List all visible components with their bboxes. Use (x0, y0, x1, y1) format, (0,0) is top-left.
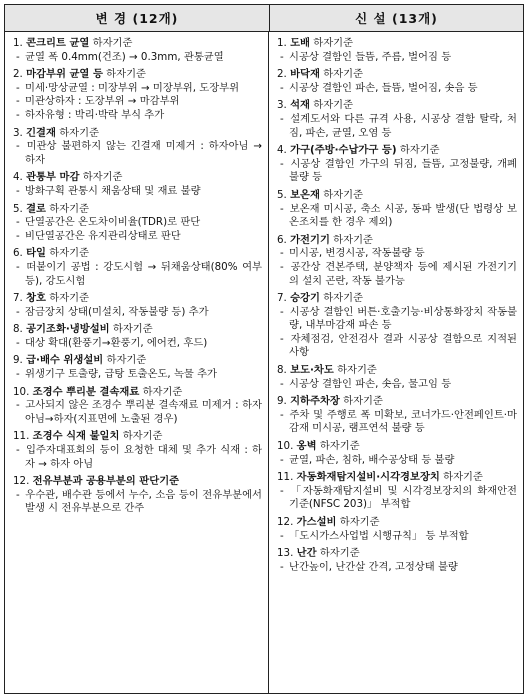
item-title (277, 68, 517, 82)
changed-item (13, 37, 262, 64)
item-title (13, 203, 262, 217)
item-detail (277, 113, 517, 140)
new-item (277, 37, 517, 64)
item-detail (13, 489, 262, 516)
dash-bullet: - (16, 216, 23, 229)
item-number: 10. (277, 440, 294, 453)
dash-bullet: - (280, 202, 288, 215)
item-subject: 승강기 (290, 292, 320, 305)
dash-bullet: - (16, 305, 23, 318)
item-detail (277, 261, 517, 288)
detail-text: 비단열공간은 유지관리상태로 판단 (25, 229, 181, 242)
detail-text: 시공상 결함인 버튼·호출기능·비상통화장치 작동불량, 내부마감재 파손 등 (289, 305, 517, 332)
item-subject: 난간 (296, 547, 317, 560)
item-number: 12. (277, 516, 294, 528)
dash-bullet: - (280, 81, 287, 94)
item-suffix: 하자기준 (103, 354, 147, 367)
item-title (13, 323, 262, 337)
item-detail (13, 51, 262, 65)
detail-text: 공간상 견본주택, 분양책자 등에 제시된 가전기기의 설치 곤란, 작동 불가능 (289, 260, 517, 287)
item-number: 5. (13, 202, 23, 215)
detail-text: 미시공, 변경시공, 작동불량 등 (289, 247, 425, 260)
item-subject: 보도·차도 (290, 364, 334, 377)
item-subject: 가구(주방·수납가구 등) (290, 144, 397, 157)
dash-bullet: - (16, 108, 23, 121)
item-detail (13, 95, 262, 109)
item-number: 7. (277, 292, 287, 305)
detail-text: 시공상 결함인 파손, 들뜸, 벌어짐, 솟음 등 (289, 81, 478, 94)
item-subject: 가스설비 (296, 516, 337, 528)
item-detail (277, 454, 517, 468)
item-title (277, 516, 517, 530)
item-subject: 도배 (290, 37, 311, 49)
detail-text: 하자유형 : 박리·박락 부식 추가 (25, 108, 165, 121)
changed-item (13, 292, 262, 319)
item-subject: 전유부분과 공용부분의 판단기준 (32, 475, 180, 488)
item-number: 1. (13, 37, 23, 49)
item-suffix: 하자기준 (46, 247, 90, 260)
item-subject: 긴결재 (26, 126, 56, 139)
detail-text: 잠금장치 상태(미설치, 작동불량 등) 추가 (25, 305, 209, 318)
item-title (277, 440, 517, 454)
detail-text: 떠붙이기 공법 : 강도시험 → 뒤채움상태(80% 여부 등), 강도시험 (25, 260, 262, 287)
item-suffix: 하자기준 (119, 430, 163, 443)
dash-bullet: - (16, 336, 23, 349)
dash-bullet: - (16, 444, 24, 457)
item-suffix: 하자기준 (336, 516, 380, 528)
item-number: 2. (277, 68, 287, 81)
item-suffix: 하자기준 (102, 68, 146, 81)
item-suffix: 하자기준 (333, 364, 377, 377)
item-suffix: 하자기준 (396, 144, 440, 157)
dash-bullet: - (16, 368, 23, 381)
item-detail (277, 158, 517, 185)
item-subject: 바닥재 (290, 68, 320, 81)
dash-bullet: - (280, 112, 289, 125)
item-subject: 가전기기 (290, 233, 330, 246)
item-subject: 관통부 마감 (26, 171, 80, 184)
table-header (5, 5, 523, 32)
item-detail (13, 230, 262, 244)
detail-text: 방화구획 관통시 채움상태 및 재료 불량 (25, 184, 201, 197)
item-detail (277, 306, 517, 333)
table-body (5, 32, 523, 693)
detail-text: 균열, 파손, 침하, 배수공상태 등 불량 (289, 453, 455, 466)
detail-text: 위생기구 토출량, 급탕 토출온도, 녹물 추가 (25, 368, 218, 381)
item-number: 1. (277, 37, 287, 49)
detail-text: 미세·망상균열 : 미장부위 → 미장부위, 도장부위 (25, 81, 240, 94)
new-item (277, 395, 517, 436)
detail-text: 단열공간은 온도차이비율(TDR)로 판단 (25, 216, 201, 229)
item-number: 11. (13, 430, 30, 443)
item-subject: 조경수 식재 불일치 (32, 430, 120, 443)
item-detail (277, 561, 517, 575)
changed-item (13, 68, 262, 122)
detail-text: 시공상 결함인 들뜸, 주름, 벌어짐 등 (289, 50, 452, 63)
item-suffix: 하자기준 (339, 395, 383, 408)
item-detail (13, 185, 262, 199)
detail-text: 「도시가스사업법 시행규칙」 등 부적합 (289, 529, 469, 542)
item-title (277, 99, 517, 113)
item-suffix: 하자기준 (89, 37, 133, 49)
item-detail (277, 333, 517, 360)
item-title (13, 430, 262, 444)
item-subject: 타일 (26, 247, 47, 260)
new-item (277, 234, 517, 288)
new-criteria-column (269, 32, 523, 693)
changed-item (13, 323, 262, 350)
item-title (13, 37, 262, 51)
dash-bullet: - (16, 140, 25, 153)
dash-bullet: - (16, 81, 23, 94)
dash-bullet: - (280, 529, 287, 542)
item-title (13, 127, 262, 141)
item-suffix: 하자기준 (55, 126, 100, 139)
item-number: 4. (277, 144, 287, 157)
item-title (13, 68, 262, 82)
changed-item (13, 475, 262, 516)
changed-item (13, 430, 262, 471)
new-item (277, 364, 517, 391)
new-item (277, 189, 517, 230)
item-title (277, 234, 517, 248)
item-title (13, 171, 262, 185)
new-item (277, 516, 517, 543)
detail-text: 난간높이, 난간살 간격, 고정상태 불량 (289, 560, 458, 573)
item-subject: 콘크리트 균열 (26, 37, 90, 49)
item-number: 10. (13, 385, 30, 398)
item-number: 4. (13, 171, 23, 184)
item-detail (13, 306, 262, 320)
comparison-table (4, 4, 524, 694)
new-item (277, 99, 517, 140)
item-detail (13, 444, 262, 471)
dash-bullet: - (16, 50, 23, 63)
detail-text: 우수관, 배수관 등에서 누수, 소음 등이 전유부분에서 발생 시 전유부분으로 간주 (25, 488, 262, 515)
detail-text: 주차 및 주행로 폭 미확보, 코너가드·안전페인트·마감재 미시공, 램프연석 불량 등 (289, 408, 517, 435)
item-number: 9. (13, 354, 23, 367)
item-subject: 자동화재탐지설비·시각경보장치 (296, 471, 440, 484)
detail-text: 균열 폭 0.4mm(건조) → 0.3mm, 관통균열 (25, 50, 224, 63)
item-number: 7. (13, 292, 23, 305)
dash-bullet: - (280, 408, 288, 421)
item-detail (277, 485, 517, 512)
new-item (277, 144, 517, 185)
item-title (277, 471, 517, 485)
item-suffix: 하자기준 (109, 323, 153, 336)
item-detail (277, 203, 517, 230)
item-suffix: 하자기준 (46, 292, 90, 305)
dash-bullet: - (16, 184, 23, 197)
item-detail (277, 82, 517, 96)
changed-item (13, 127, 262, 168)
item-subject: 결로 (26, 202, 47, 215)
item-suffix: 하자기준 (46, 202, 90, 215)
detail-text: 시공상 결함인 파손, 솟음, 물고임 등 (289, 377, 452, 390)
item-subject: 창호 (26, 292, 47, 305)
dash-bullet: - (280, 305, 288, 318)
item-detail (13, 140, 262, 167)
dash-bullet: - (280, 453, 287, 466)
detail-text: 설계도서와 다른 규격 사용, 시공상 결함 탈락, 처짐, 파손, 균열, 오염 등 (289, 112, 517, 139)
item-detail (277, 378, 517, 392)
dash-bullet: - (16, 488, 24, 501)
detail-text: 대상 확대(환풍기→환풍기, 에어컨, 후드) (25, 336, 208, 349)
item-number: 11. (277, 471, 294, 484)
detail-text: 「자동화재탐지설비 및 시각경보장치의 화재안전기준(NFSC 203)」 부적합 (289, 484, 517, 511)
dash-bullet: - (280, 484, 289, 497)
item-subject: 급·배수 위생설비 (26, 354, 104, 367)
item-suffix: 하자기준 (316, 547, 360, 560)
item-number: 6. (13, 247, 23, 260)
item-suffix: 하자기준 (319, 292, 364, 305)
item-number: 8. (277, 364, 287, 377)
detail-text: 고사되지 않은 조경수 뿌리분 결속재료 미제거 : 하자아님→하자(지표면에 노출된 경우) (25, 399, 262, 425)
header-changed: 변 경 (12개) (5, 5, 270, 31)
item-detail (13, 216, 262, 230)
new-item (277, 547, 517, 574)
item-suffix: 하자기준 (79, 171, 123, 184)
item-suffix: 하자기준 (319, 68, 364, 81)
item-subject: 옹벽 (296, 440, 317, 453)
detail-text: 보온재 미시공, 축소 시공, 동파 발생(단 법령상 보온조치를 한 경우 제외) (289, 202, 517, 229)
item-suffix: 하자기준 (319, 188, 364, 201)
new-item (277, 68, 517, 95)
item-detail (277, 51, 517, 65)
item-title (13, 354, 262, 368)
item-number: 3. (277, 99, 287, 112)
dash-bullet: - (16, 260, 25, 273)
item-subject: 공기조화·냉방설비 (26, 323, 110, 336)
changed-item (13, 386, 262, 427)
item-number: 13. (277, 547, 294, 560)
dash-bullet: - (280, 560, 287, 573)
item-suffix: 하자기준 (316, 440, 360, 453)
item-title (277, 144, 517, 158)
item-title (277, 189, 517, 203)
item-title (13, 292, 262, 306)
item-detail (13, 337, 262, 351)
item-title (277, 395, 517, 409)
new-item (277, 292, 517, 360)
changed-item (13, 171, 262, 198)
item-title (277, 292, 517, 306)
item-subject: 지하주차장 (290, 395, 340, 408)
item-detail (13, 82, 262, 96)
item-detail (277, 530, 517, 544)
detail-text: 시공상 결함인 가구의 뒤짐, 들뜸, 고정불량, 개폐불량 등 (289, 157, 517, 184)
detail-text: 미관상하자 : 도장부위 → 마감부위 (25, 95, 180, 108)
dash-bullet: - (16, 399, 24, 412)
item-number: 5. (277, 188, 287, 201)
dash-bullet: - (16, 229, 23, 242)
new-item (277, 440, 517, 467)
item-detail (13, 368, 262, 382)
detail-text: 입주자대표회의 등이 요청한 대체 및 추가 식재 : 하자 → 하자 아님 (25, 444, 262, 470)
item-title (277, 37, 517, 51)
dash-bullet: - (280, 50, 287, 63)
item-detail (13, 261, 262, 288)
item-suffix: 하자기준 (329, 233, 373, 246)
item-number: 3. (13, 126, 23, 139)
item-subject: 마감부위 균열 등 (26, 68, 103, 81)
item-detail (277, 409, 517, 436)
item-number: 9. (277, 395, 287, 408)
new-item (277, 471, 517, 512)
changed-item (13, 247, 262, 288)
item-title (13, 475, 262, 489)
item-suffix: 하자기준 (310, 99, 354, 112)
dash-bullet: - (280, 157, 289, 170)
changed-item (13, 203, 262, 244)
item-suffix: 하자기준 (139, 385, 183, 398)
changed-item (13, 354, 262, 381)
item-number: 12. (13, 475, 30, 488)
header-new: 신 설 (13개) (355, 11, 438, 26)
detail-text: 미관상 불편하지 않는 긴결재 미제거 : 하자아님 → 하자 (25, 140, 262, 166)
detail-text: 자체점검, 안전검사 결과 시공상 결함으로 지적된 사항 (289, 332, 517, 359)
item-subject: 조경수 뿌리분 결속재료 (32, 385, 140, 398)
item-title (277, 547, 517, 561)
item-title (13, 386, 262, 400)
dash-bullet: - (16, 95, 23, 108)
dash-bullet: - (280, 332, 289, 345)
item-number: 2. (13, 68, 23, 81)
item-detail (13, 399, 262, 426)
item-suffix: 하자기준 (310, 37, 354, 49)
item-title (13, 247, 262, 261)
item-title (277, 364, 517, 378)
dash-bullet: - (280, 260, 289, 273)
dash-bullet: - (280, 247, 287, 260)
item-detail (13, 109, 262, 123)
item-number: 8. (13, 323, 23, 336)
item-suffix: 하자기준 (439, 471, 483, 484)
item-subject: 석재 (290, 99, 311, 112)
item-subject: 보온재 (290, 188, 320, 201)
changed-criteria-column (5, 32, 269, 693)
item-detail (277, 247, 517, 261)
dash-bullet: - (280, 377, 287, 390)
item-number: 6. (277, 233, 287, 246)
